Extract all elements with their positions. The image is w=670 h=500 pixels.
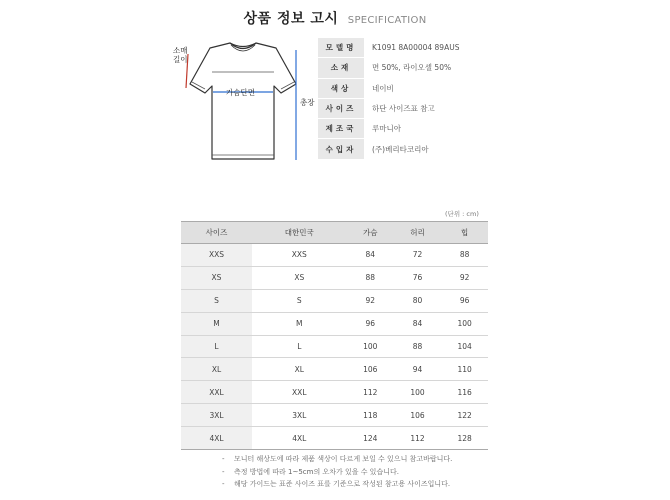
table-cell: 118 bbox=[347, 404, 394, 427]
total-length-label: 총장 bbox=[300, 98, 315, 107]
spec-value: 하단 사이즈표 참고 bbox=[367, 98, 478, 118]
header-korea: 대한민국 bbox=[252, 222, 347, 244]
table-cell: 84 bbox=[347, 244, 394, 267]
title-text: 상품 정보 고시 bbox=[243, 11, 339, 27]
table-cell: 106 bbox=[347, 358, 394, 381]
table-cell: 88 bbox=[441, 244, 488, 267]
table-cell: 94 bbox=[394, 358, 441, 381]
table-cell: 112 bbox=[347, 381, 394, 404]
chest-width-label: 가슴단면 bbox=[226, 88, 255, 97]
table-cell: 4XL bbox=[252, 427, 347, 450]
table-cell: XS bbox=[252, 266, 347, 289]
table-cell: 72 bbox=[394, 244, 441, 267]
sleeve-label-line1: 소매 bbox=[173, 46, 188, 55]
size-table-header bbox=[181, 222, 488, 244]
table-cell: 122 bbox=[441, 404, 488, 427]
table-cell: 3XL bbox=[252, 404, 347, 427]
tshirt-outline-icon bbox=[168, 36, 318, 171]
table-cell: XXL bbox=[181, 381, 252, 404]
table-cell: 110 bbox=[441, 358, 488, 381]
table-cell: 100 bbox=[347, 335, 394, 358]
table-cell: 124 bbox=[347, 427, 394, 450]
table-row bbox=[181, 427, 488, 450]
spec-row bbox=[318, 58, 478, 78]
table-cell: L bbox=[252, 335, 347, 358]
table-cell: M bbox=[181, 312, 252, 335]
table-cell: 112 bbox=[394, 427, 441, 450]
spec-table bbox=[318, 38, 478, 160]
note-dash: - bbox=[222, 455, 225, 463]
table-cell: 92 bbox=[441, 266, 488, 289]
page-title bbox=[0, 8, 670, 28]
header-size: 사이즈 bbox=[181, 222, 252, 244]
spec-key: 제조국 bbox=[318, 119, 367, 139]
spec-row bbox=[318, 139, 478, 159]
note-text: 측정 방법에 따라 1~5cm의 오차가 있을 수 있습니다. bbox=[234, 467, 399, 476]
table-cell: XXS bbox=[181, 244, 252, 267]
table-row bbox=[181, 266, 488, 289]
spec-row bbox=[318, 119, 478, 139]
table-cell: 100 bbox=[394, 381, 441, 404]
header-chest: 가슴 bbox=[347, 222, 394, 244]
table-row bbox=[181, 312, 488, 335]
spec-row bbox=[318, 98, 478, 118]
table-cell: 96 bbox=[347, 312, 394, 335]
table-cell: XXL bbox=[252, 381, 347, 404]
table-row bbox=[181, 381, 488, 404]
note-text: 해당 가이드는 표준 사이즈 표를 기준으로 작성된 참고용 사이즈입니다. bbox=[234, 480, 451, 488]
table-cell: 3XL bbox=[181, 404, 252, 427]
note-dash: - bbox=[222, 480, 225, 488]
table-cell: XXS bbox=[252, 244, 347, 267]
table-cell: 116 bbox=[441, 381, 488, 404]
spec-value: 네이비 bbox=[367, 78, 478, 98]
table-cell: 100 bbox=[441, 312, 488, 335]
table-cell: 80 bbox=[394, 289, 441, 312]
spec-value: K1091 8A00004 89AUS bbox=[367, 38, 478, 58]
spec-row bbox=[318, 78, 478, 98]
table-cell: 84 bbox=[394, 312, 441, 335]
sleeve-label-line2: 길이 bbox=[173, 55, 188, 64]
sleeve-length-label bbox=[173, 46, 188, 64]
header-hip: 힙 bbox=[441, 222, 488, 244]
notes-list bbox=[222, 453, 452, 491]
spec-value: (주)베리타코리아 bbox=[367, 139, 478, 159]
table-cell: S bbox=[181, 289, 252, 312]
table-row bbox=[181, 404, 488, 427]
table-cell: 104 bbox=[441, 335, 488, 358]
table-cell: 88 bbox=[394, 335, 441, 358]
spec-value: 루마니아 bbox=[367, 119, 478, 139]
note-item bbox=[222, 466, 452, 479]
unit-note: (단위 : cm) bbox=[445, 210, 479, 218]
size-table-body bbox=[181, 244, 488, 450]
table-row bbox=[181, 335, 488, 358]
spec-value: 면 50%, 라이오셀 50% bbox=[367, 58, 478, 78]
table-cell: S bbox=[252, 289, 347, 312]
table-cell: M bbox=[252, 312, 347, 335]
spec-key: 수입자 bbox=[318, 139, 367, 159]
spec-key: 모델명 bbox=[318, 38, 367, 58]
spec-key: 사이즈 bbox=[318, 98, 367, 118]
title-subtitle: SPECIFICATION bbox=[347, 15, 427, 26]
table-row bbox=[181, 244, 488, 267]
spec-row bbox=[318, 38, 478, 58]
size-table bbox=[181, 221, 488, 450]
table-cell: 92 bbox=[347, 289, 394, 312]
note-item bbox=[222, 453, 452, 466]
note-text: 모니터 해상도에 따라 제품 색상이 다르게 보일 수 있으니 참고바랍니다. bbox=[234, 455, 453, 463]
table-row bbox=[181, 289, 488, 312]
table-cell: XL bbox=[252, 358, 347, 381]
table-cell: 76 bbox=[394, 266, 441, 289]
spec-key: 색상 bbox=[318, 78, 367, 98]
note-item bbox=[222, 478, 452, 491]
note-dash: - bbox=[222, 467, 225, 476]
table-cell: L bbox=[181, 335, 252, 358]
table-cell: 96 bbox=[441, 289, 488, 312]
table-cell: 128 bbox=[441, 427, 488, 450]
table-cell: 4XL bbox=[181, 427, 252, 450]
tshirt-diagram bbox=[168, 36, 318, 171]
table-row bbox=[181, 358, 488, 381]
table-cell: XS bbox=[181, 266, 252, 289]
header-waist: 허리 bbox=[394, 222, 441, 244]
table-cell: 88 bbox=[347, 266, 394, 289]
table-cell: XL bbox=[181, 358, 252, 381]
table-cell: 106 bbox=[394, 404, 441, 427]
spec-key: 소재 bbox=[318, 58, 367, 78]
